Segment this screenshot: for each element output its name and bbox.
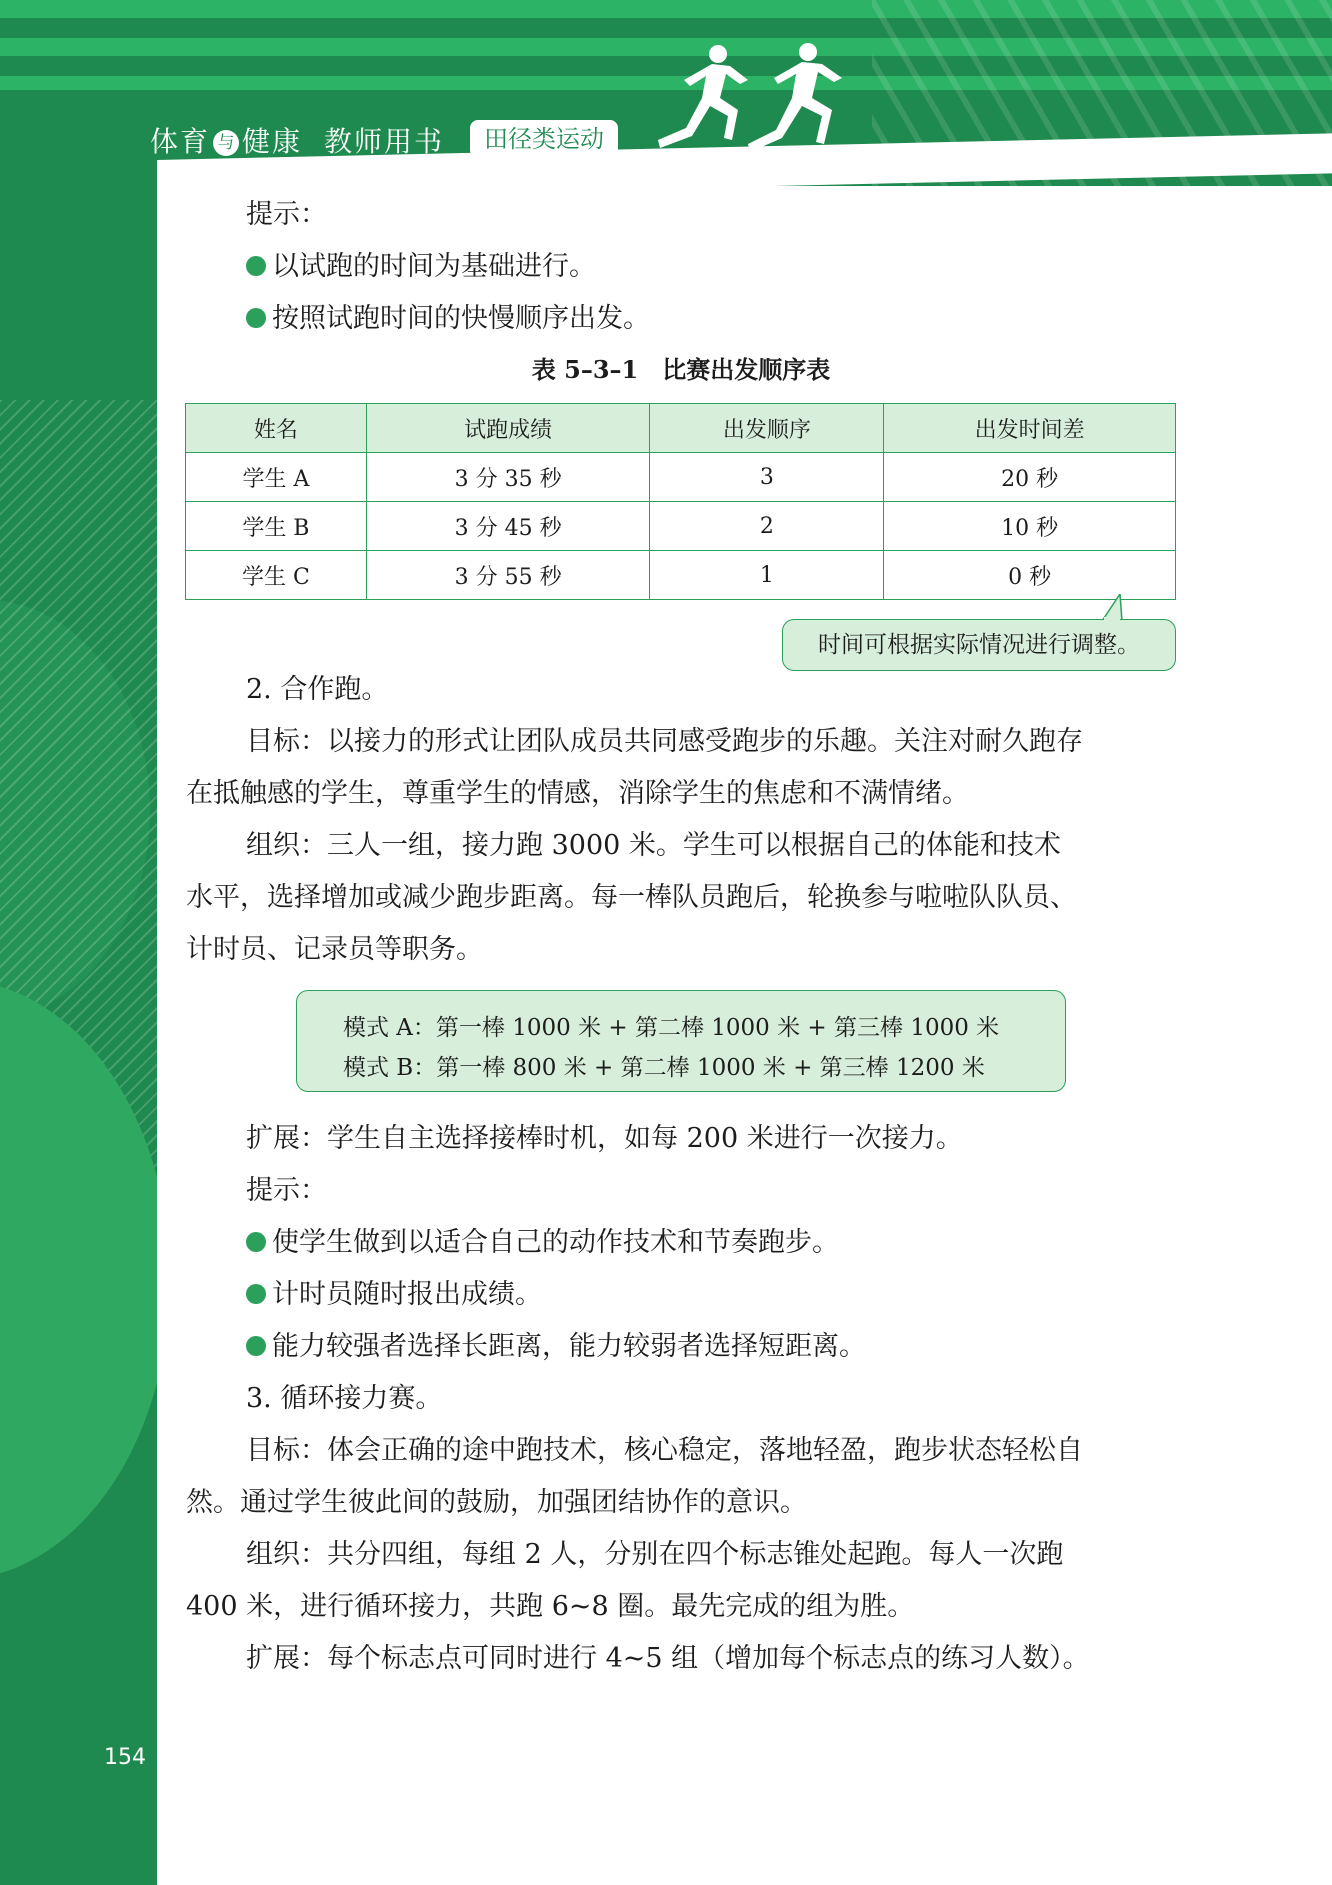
table-row [186,502,1176,551]
section-3-extension: 扩展：每个标志点可同时进行 4~5 组（增加每个标志点的练习人数）。 [246,1643,1090,1674]
bullet-icon [246,1336,266,1356]
section-2-goal-cont: 在抵触感的学生，尊重学生的情感，消除学生的焦虑和不满情绪。 [186,778,969,809]
section-2-goal: 目标：以接力的形式让团队成员共同感受跑步的乐趣。关注对耐久跑存 [246,726,1083,757]
table-cell: 0 秒 [884,551,1176,600]
book-title: 体育 与 健康 教师用书 [150,125,445,158]
bullet-icon [246,308,266,328]
page-number: 154 [104,1745,146,1770]
bubble-tail-mask [1104,617,1120,623]
table-cell: 3 分 35 秒 [366,453,650,502]
section-3-goal: 目标：体会正确的途中跑技术，核心稳定，落地轻盈，跑步状态轻松自 [246,1435,1083,1466]
hint1-item-2: 按照试跑时间的快慢顺序出发。 [246,293,1236,345]
runners-icon [640,40,880,170]
hint1-item-1: 以试跑的时间为基础进行。 [246,241,1236,293]
table-cell: 10 秒 [884,502,1176,551]
chapter-tag: 田径类运动 [470,120,618,158]
table-header-cell: 试跑成绩 [366,404,650,453]
bullet-icon [246,256,266,276]
section-3-organization: 组织：共分四组，每组 2 人，分别在四个标志锥处起跑。每人一次跑 [246,1539,1064,1570]
mode-a: 模式 A：第一棒 1000 米 + 第二棒 1000 米 + 第三棒 1000 米 [343,1015,1000,1041]
side-decoration-band [0,0,157,1885]
note-bubble: 时间可根据实际情况进行调整。 [782,619,1176,671]
table-header-cell: 姓名 [186,404,367,453]
section-2-organization-cont: 计时员、记录员等职务。 [186,934,483,965]
hint2-item-2: 计时员随时报出成绩。 [246,1269,1236,1321]
page-header [0,0,1332,186]
relay-modes-box [296,990,1066,1092]
mode-b: 模式 B：第一棒 800 米 + 第二棒 1000 米 + 第三棒 1200 米 [343,1055,985,1081]
table-cell: 1 [650,551,884,600]
table-header-cell: 出发时间差 [884,404,1176,453]
section-3-title: 3. 循环接力赛。 [246,1383,443,1414]
table-row [186,551,1176,600]
bullet-icon [246,1232,266,1252]
table-cell: 学生 A [186,453,367,502]
table-cell: 3 [650,453,884,502]
section-2-organization-cont: 水平，选择增加或减少跑步距离。每一棒队员跑后，轮换参与啦啦队队员、 [186,882,1077,913]
section-3-organization-cont: 400 米，进行循环接力，共跑 6~8 圈。最先完成的组为胜。 [186,1591,915,1622]
section-3-goal-cont: 然。通过学生彼此间的鼓励，加强团结协作的意识。 [186,1487,807,1518]
table-cell: 3 分 55 秒 [366,551,650,600]
table-cell: 3 分 45 秒 [366,502,650,551]
table-header-row [186,404,1176,453]
table-cell: 学生 B [186,502,367,551]
start-order-table [185,403,1176,600]
table-caption: 表 5–3–1 比赛出发顺序表 [531,355,831,384]
hint2-item-3: 能力较强者选择长距离，能力较弱者选择短距离。 [246,1321,1236,1373]
bullet-icon [246,1284,266,1304]
table-cell: 学生 C [186,551,367,600]
table-header-cell: 出发顺序 [650,404,884,453]
yu-badge: 与 [213,130,239,156]
table-row [186,453,1176,502]
table-cell: 2 [650,502,884,551]
section-2-organization: 组织：三人一组，接力跑 3000 米。学生可以根据自己的体能和技术 [246,830,1061,861]
hint2-item-1: 使学生做到以适合自己的动作技术和节奏跑步。 [246,1217,1236,1269]
section-2-extension: 扩展：学生自主选择接棒时机，如每 200 米进行一次接力。 [246,1123,963,1154]
section-2-title: 2. 合作跑。 [246,674,389,705]
hint2-label: 提示： [246,1175,327,1206]
table-cell: 20 秒 [884,453,1176,502]
hint1-label: 提示： [246,199,327,230]
